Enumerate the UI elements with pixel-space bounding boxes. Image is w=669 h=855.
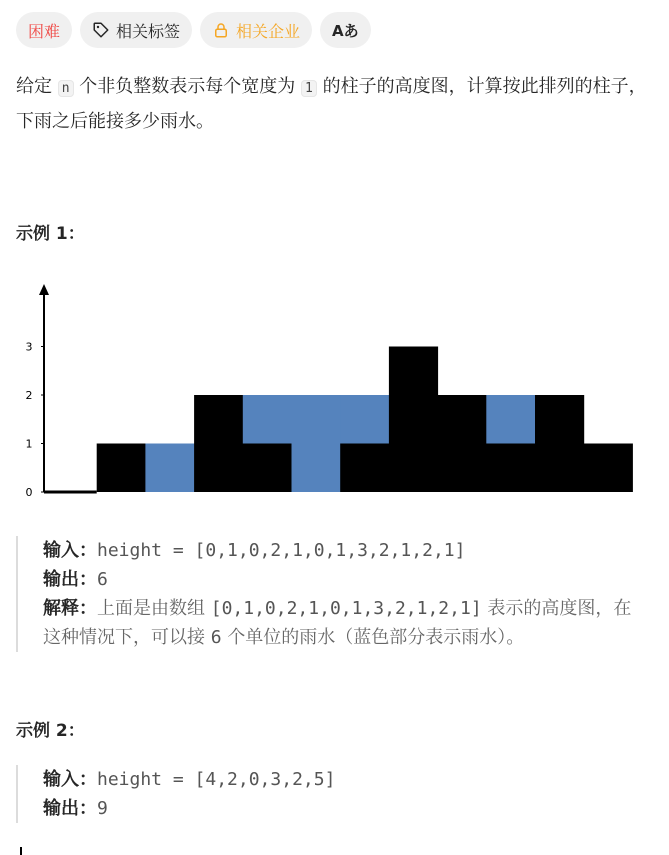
water-block xyxy=(340,395,389,444)
elevation-bar xyxy=(584,444,633,493)
explain-text-3: 个单位的雨水（蓝色部分表示雨水）。 xyxy=(227,627,525,648)
input-value: height = [0,1,0,2,1,0,1,3,2,1,2,1] xyxy=(97,540,466,561)
tag-icon xyxy=(92,21,110,39)
example-2-input xyxy=(43,765,646,794)
desc-text-1: 给定 xyxy=(16,76,52,97)
example-1-input xyxy=(43,536,646,565)
example-1-title: 示例 1： xyxy=(16,224,85,244)
problem-description xyxy=(16,70,652,138)
explain-text-2: 表示的高度图，在这种情况下，可以接 xyxy=(43,598,632,648)
explain-text-1: 上面是由数组 xyxy=(97,598,205,619)
related-tags-button[interactable] xyxy=(80,12,192,48)
desc-text-3: 的柱子的高度图，计算按此排列的柱子，下雨之后能接多少雨水。 xyxy=(16,76,647,132)
translate-button[interactable] xyxy=(320,12,371,48)
input-value: height = [4,2,0,3,2,5] xyxy=(97,769,336,790)
water-block xyxy=(486,395,535,444)
elevation-bar xyxy=(438,395,487,492)
difficulty-badge xyxy=(16,12,72,48)
explain-label: 解释： xyxy=(43,598,97,619)
example-1-block xyxy=(16,536,646,652)
related-tags-label: 相关标签 xyxy=(116,21,181,41)
tag-bar xyxy=(16,12,371,48)
elevation-chart xyxy=(0,270,669,505)
translate-icon: Aあ xyxy=(332,21,359,40)
difficulty-label: 困难 xyxy=(28,21,61,41)
inline-code-n: n xyxy=(58,80,74,97)
y-axis-arrow xyxy=(39,284,49,295)
output-label: 输出： xyxy=(43,798,97,819)
elevation-bar xyxy=(243,444,292,493)
input-label: 输入： xyxy=(43,540,97,561)
output-value: 9 xyxy=(97,798,108,819)
elevation-bar xyxy=(486,444,535,493)
text-cursor xyxy=(20,847,22,855)
elevation-bar xyxy=(97,444,146,493)
inline-code-1: 1 xyxy=(301,80,317,97)
y-tick-label: 1 xyxy=(25,437,33,451)
example-1-explanation xyxy=(43,594,646,652)
elevation-bar xyxy=(340,444,389,493)
y-tick-label: 2 xyxy=(25,389,33,402)
related-companies-button[interactable] xyxy=(200,12,312,48)
water-block xyxy=(145,444,194,493)
example-2-output xyxy=(43,794,646,823)
example-1-output xyxy=(43,565,646,594)
elevation-bar xyxy=(535,395,584,492)
desc-text-2: 个非负整数表示每个宽度为 xyxy=(79,76,296,97)
y-tick-label: 3 xyxy=(25,340,33,354)
explain-num: 6 xyxy=(210,627,222,648)
water-block xyxy=(243,395,292,444)
elevation-bar xyxy=(389,347,438,493)
input-label: 输入： xyxy=(43,769,97,790)
example-2-block xyxy=(16,765,646,823)
lock-icon xyxy=(212,21,230,39)
output-value: 6 xyxy=(97,569,108,590)
y-tick-label: 0 xyxy=(25,486,33,499)
example-2-title: 示例 2： xyxy=(16,721,85,741)
water-block xyxy=(292,395,341,492)
explain-array: [0,1,0,2,1,0,1,3,2,1,2,1] xyxy=(210,598,482,619)
related-companies-label: 相关企业 xyxy=(236,21,301,41)
elevation-bar xyxy=(194,395,243,492)
output-label: 输出： xyxy=(43,569,97,590)
